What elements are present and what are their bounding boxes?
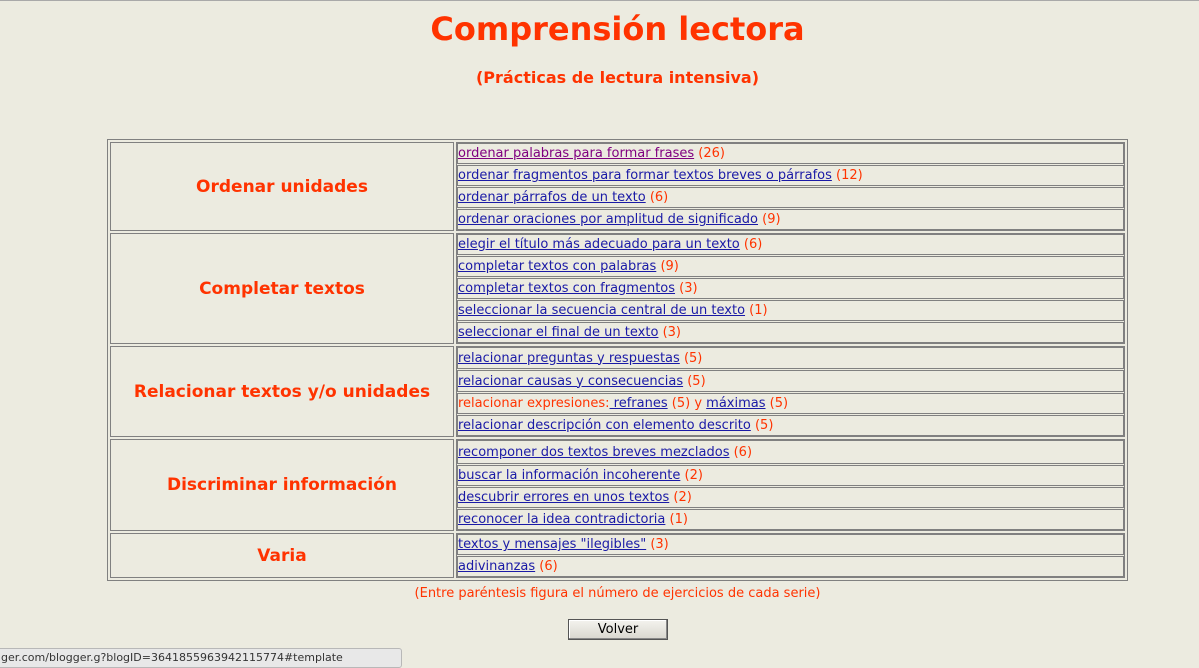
list-item bbox=[457, 300, 1124, 321]
exercise-link[interactable]: ordenar palabras para formar frases bbox=[458, 146, 695, 161]
exercise-count: (2) bbox=[673, 490, 692, 505]
exercise-count: (5) bbox=[769, 396, 789, 411]
exercise-link[interactable]: seleccionar el final de un texto bbox=[458, 325, 659, 340]
category-discriminar-informacion: Discriminar información bbox=[110, 439, 454, 531]
category-completar-textos: Completar textos bbox=[110, 233, 454, 344]
exercise-count: (9) bbox=[762, 212, 781, 227]
exercise-count: (3) bbox=[650, 537, 669, 552]
exercise-count: (3) bbox=[679, 281, 698, 296]
back-button[interactable]: Volver bbox=[568, 619, 668, 640]
exercise-link[interactable]: completar textos con fragmentos bbox=[458, 281, 676, 296]
exercise-link-refranes[interactable]: refranes bbox=[609, 396, 668, 411]
list-item bbox=[457, 393, 1124, 414]
category-relacionar: Relacionar textos y/o unidades bbox=[110, 346, 454, 437]
list-item bbox=[457, 509, 1124, 530]
exercise-count: (1) bbox=[749, 303, 768, 318]
exercise-count: (3) bbox=[662, 325, 681, 340]
page-title: Comprensión lectora bbox=[430, 10, 805, 48]
exercise-count: (26) bbox=[698, 146, 725, 161]
list-item bbox=[457, 347, 1124, 369]
exercise-count: (1) bbox=[669, 512, 688, 527]
exercise-count: (6) bbox=[733, 444, 753, 460]
list-item bbox=[457, 440, 1124, 464]
exercise-count: (6) bbox=[743, 237, 763, 252]
exercise-count: (5) bbox=[754, 418, 774, 433]
exercise-link[interactable]: relacionar descripción con elemento descrito bbox=[458, 418, 751, 433]
list-item bbox=[457, 143, 1124, 164]
category-varia: Varia bbox=[110, 533, 454, 578]
list-item bbox=[457, 165, 1124, 186]
exercise-link[interactable]: completar textos con palabras bbox=[458, 259, 657, 274]
list-item bbox=[457, 322, 1124, 343]
exercises-table bbox=[107, 139, 1128, 581]
list-item bbox=[457, 234, 1124, 255]
list-item bbox=[457, 256, 1124, 277]
exercise-link[interactable]: recomponer dos textos breves mezclados bbox=[458, 444, 730, 460]
list-item bbox=[457, 278, 1124, 299]
list-item bbox=[457, 556, 1124, 577]
page-subtitle: (Prácticas de lectura intensiva) bbox=[475, 68, 760, 87]
category-ordenar-unidades: Ordenar unidades bbox=[110, 142, 454, 231]
status-bar-url: ger.com/blogger.g?blogID=3641855963942115774#template bbox=[0, 648, 402, 668]
exercise-link[interactable]: textos y mensajes "ilegibles" bbox=[458, 537, 647, 552]
exercise-link[interactable]: adivinanzas bbox=[458, 559, 536, 574]
list-item bbox=[457, 465, 1124, 486]
exercise-count: (2) bbox=[684, 468, 703, 483]
exercise-link-maximas[interactable]: máximas bbox=[706, 396, 766, 411]
conjunction-text: y bbox=[694, 396, 703, 411]
exercise-link[interactable]: ordenar fragmentos para formar textos breves o párrafos bbox=[458, 168, 832, 183]
list-item bbox=[457, 534, 1124, 555]
footnote: (Entre paréntesis figura el número de ejercicios de cada serie) bbox=[414, 586, 821, 601]
exercise-count: (12) bbox=[836, 168, 863, 183]
exercise-count: (6) bbox=[539, 559, 558, 574]
list-item bbox=[457, 209, 1124, 230]
top-border bbox=[0, 0, 1199, 1]
exercise-count: (6) bbox=[649, 190, 669, 205]
list-item bbox=[457, 487, 1124, 508]
exercise-count: (9) bbox=[660, 259, 679, 274]
exercise-link[interactable]: ordenar párrafos de un texto bbox=[458, 190, 646, 205]
exercise-link[interactable]: buscar la información incoherente bbox=[458, 468, 681, 483]
exercise-link[interactable]: descubrir errores en unos textos bbox=[458, 490, 670, 505]
exercise-link[interactable]: ordenar oraciones por amplitud de significado bbox=[458, 212, 759, 227]
exercise-link[interactable]: relacionar causas y consecuencias bbox=[458, 373, 684, 389]
list-item bbox=[457, 370, 1124, 392]
list-item bbox=[457, 187, 1124, 208]
exercise-count: (5) bbox=[687, 373, 706, 389]
exercise-link[interactable]: reconocer la idea contradictoria bbox=[458, 512, 666, 527]
exercise-prefix: relacionar expresiones: bbox=[458, 396, 610, 411]
exercise-count: (5) bbox=[683, 350, 703, 366]
exercise-count: (5) bbox=[671, 396, 691, 411]
exercise-link[interactable]: elegir el título más adecuado para un texto bbox=[458, 237, 740, 252]
exercise-link[interactable]: relacionar preguntas y respuestas bbox=[458, 350, 680, 366]
exercise-link[interactable]: seleccionar la secuencia central de un texto bbox=[458, 303, 746, 318]
list-item bbox=[457, 415, 1124, 436]
